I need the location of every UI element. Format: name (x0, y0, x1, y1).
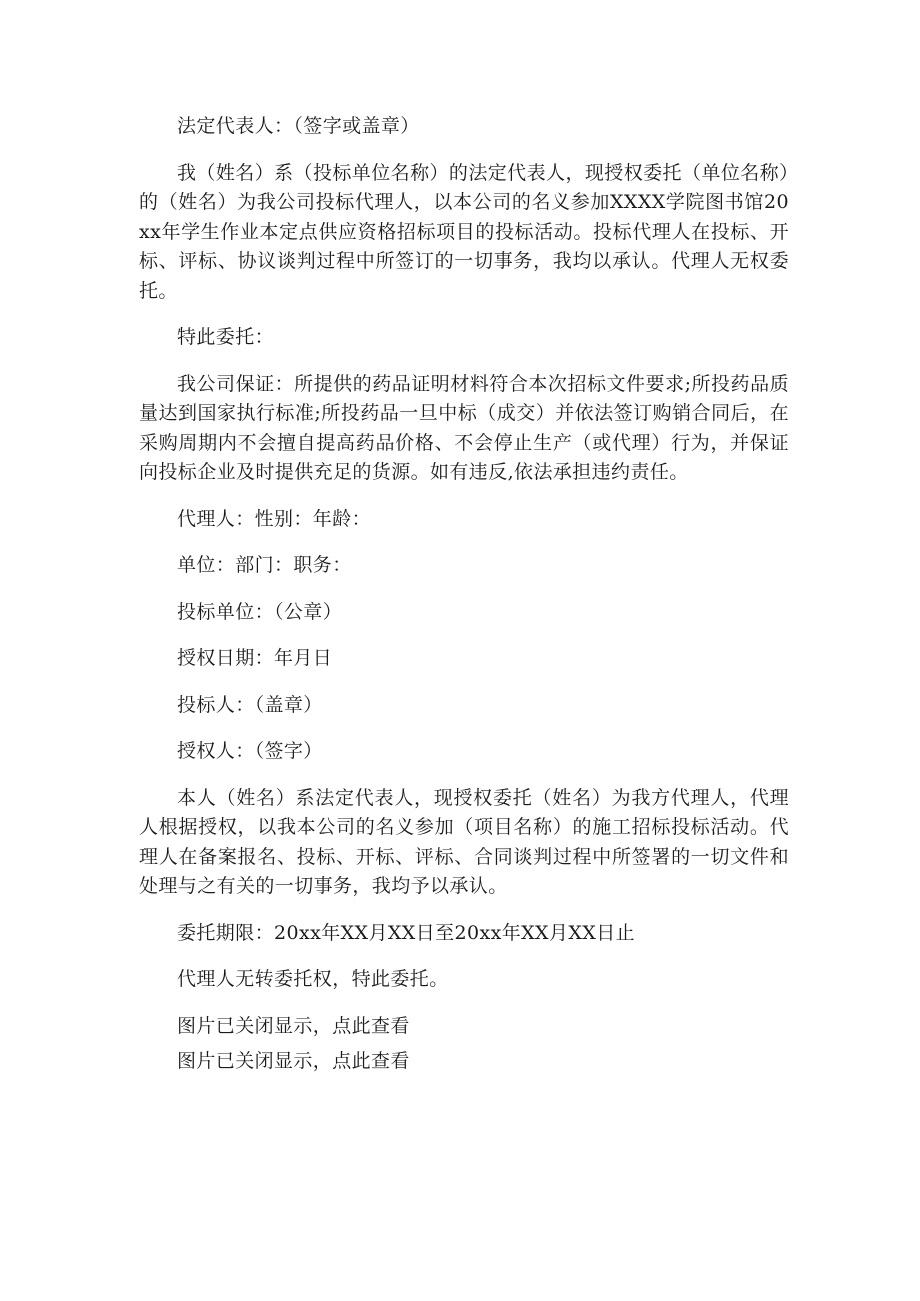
image-hidden-link[interactable]: 图片已关闭显示，点此查看 (177, 1014, 410, 1037)
bid-unit-line: 投标单位：（公章） (177, 600, 343, 623)
guarantee-paragraph: 我公司保证：所提供的药品证明材料符合本次招标文件要求;所投药品质量达到国家执行标准;所投药品一旦中标（成交）并依法签订购销合同后，在采购周期内不会擅自提高药品价格、不会停止生产（或代理）行为，并保证向投标企业及时提供充足的货源。如有违反,依法承担违约责任。 (139, 372, 789, 483)
image-hidden-link[interactable]: 图片已关闭显示，点此查看 (177, 1050, 410, 1072)
authorization-date-line: 授权日期：年月日 (177, 647, 333, 669)
commission-period-line: 委托期限：20xx年XX月XX日至20xx年XX月XX日止 (177, 921, 636, 944)
unit-info-line: 单位：部门：职务： (177, 554, 352, 576)
authorization-paragraph: 我（姓名）系（投标单位名称）的法定代表人，现授权委托（单位名称）的（姓名）为我公司投标代理人，以本公司的名义参加XXXX学院图书馆20xx年学生作业本定点供应资格招标项目的投标活动。投标代理人在投标、开标、评标、协议谈判过程中所签订的一切事务，我均以承认。代理人无权委托。 (139, 161, 789, 302)
legal-representative-line: 法定代表人：（签字或盖章） (177, 115, 420, 137)
document-body (139, 112, 789, 1077)
personal-authorization-paragraph: 本人（姓名）系法定代表人，现授权委托（姓名）为我方代理人，代理人根据授权，以我本公司的名义参加（项目名称）的施工招标投标活动。代理人在备案报名、投标、开标、评标、合同谈判过程中所签署的一切文件和处理与之有关的一切事务，我均予以承认。 (139, 786, 789, 897)
bidder-line: 投标人：（盖章） (177, 693, 323, 716)
agent-info-line: 代理人：性别：年龄： (177, 507, 372, 530)
no-transfer-line: 代理人无转委托权，特此委托。 (177, 968, 449, 990)
special-commission-line: 特此委托： (177, 326, 275, 348)
authorizer-line: 授权人：（签字） (177, 740, 323, 762)
